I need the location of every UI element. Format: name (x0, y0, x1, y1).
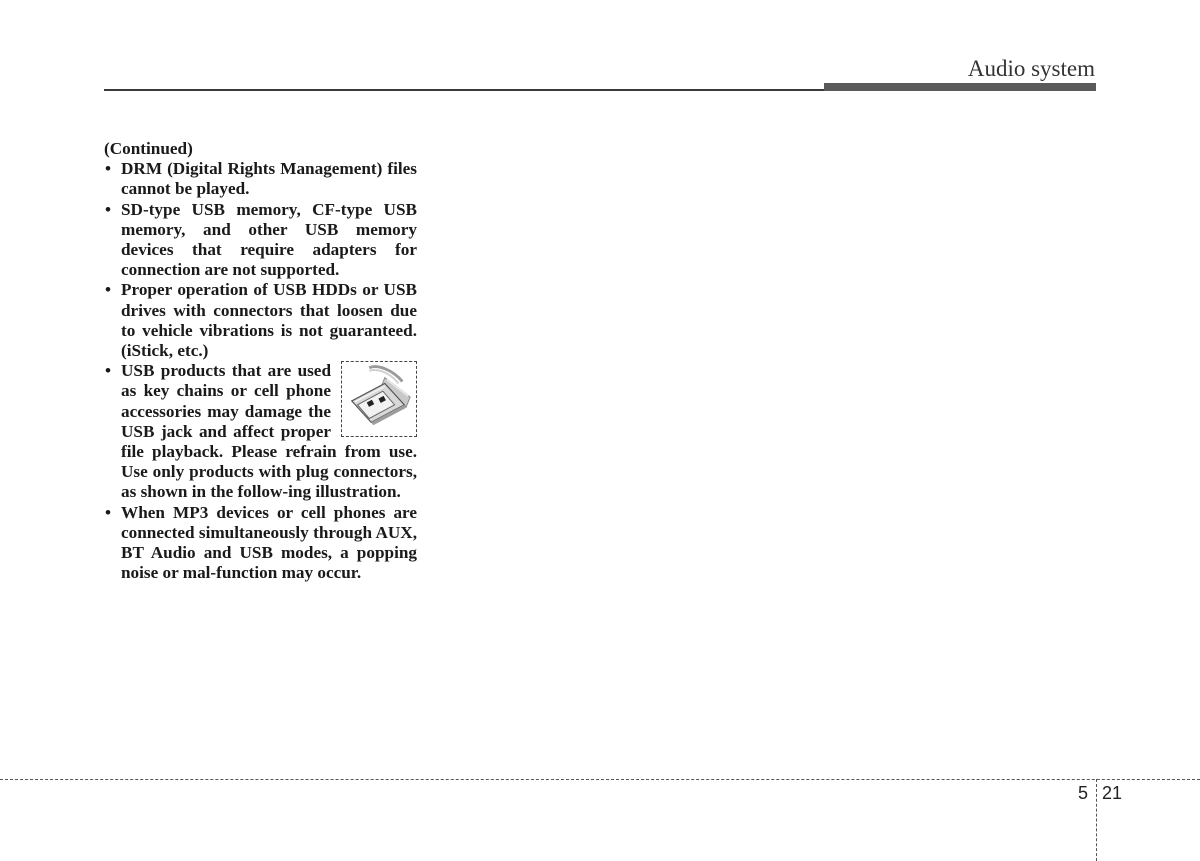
page-number: 21 (1102, 783, 1123, 803)
list-item: • DRM (Digital Rights Management) files cannot be played. (104, 159, 417, 199)
header-rule (104, 89, 824, 91)
bullet-list (104, 159, 417, 583)
list-item: • Proper operation of USB HDDs or USB drives with connectors that loosen due to vehicle vibrations is not guaranteed. (iStick, etc.) (104, 280, 417, 361)
body-text (104, 139, 417, 583)
continued-label: (Continued) (104, 139, 193, 158)
list-item-with-figure (104, 361, 417, 502)
list-item: • SD-type USB memory, CF-type USB memory, and other USB memory devices that require adapters for connection are not supported. (104, 200, 417, 281)
chapter-number: 5 (1078, 783, 1089, 803)
list-item: • When MP3 devices or cell phones are connected simultaneously through AUX, BT Audio and USB modes, a popping noise or mal-function may occur. (104, 503, 417, 584)
section-title: Audio system (967, 56, 1095, 81)
usb-plug-connector-icon (341, 361, 417, 437)
footer-vertical-dashed-rule (1096, 779, 1097, 861)
footer-dashed-rule (0, 779, 1200, 780)
header-bar (824, 83, 1096, 91)
list-item-text: USB products that are used as key chains or cell phone accessories may damage the USB jack and affect proper file playback. Please refrain from use. Use only products with plug connectors, as shown in the follow-ing illustration. (121, 361, 417, 502)
